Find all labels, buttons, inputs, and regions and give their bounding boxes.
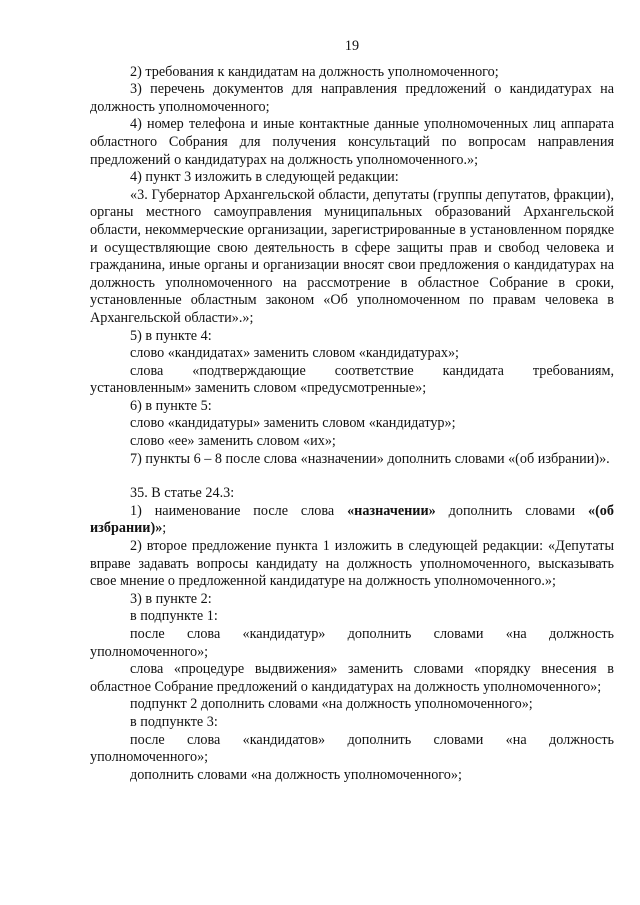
paragraph: после слова «кандидатов» дополнить словами «на должность уполномоченного»;	[90, 731, 614, 766]
paragraph: в подпункте 3:	[130, 713, 218, 730]
paragraph: после слова «кандидатур» дополнить словами «на должность уполномоченного»;	[90, 626, 614, 660]
paragraph: слово «кандидатах» заменить словом «кандидатурах»;	[130, 345, 459, 362]
paragraph: 5) в пункте 4:	[130, 327, 212, 344]
text-run: 1) наименование после слова	[130, 502, 348, 519]
paragraph: 2) требования к кандидатам на должность уполномоченного;	[130, 63, 499, 80]
paragraph: слова «процедуре выдвижения» заменить словами «порядку внесения в областное Собрание предложений о кандидатурах на должность уполномоченного»;	[90, 661, 614, 695]
paragraph: 7) пункты 6 – 8 после слова «назначении» дополнить словами «(об избрании)».	[130, 450, 610, 467]
document-page	[90, 38, 614, 784]
paragraph	[90, 503, 614, 538]
paragraph: 3) перечень документов для направления предложений о кандидатурах на должность уполномоченного;	[90, 81, 614, 115]
paragraph: слово «кандидатуры» заменить словом «кандидатур»;	[130, 415, 456, 432]
paragraph: «3. Губернатор Архангельской области, депутаты (группы депутатов, фракции), органы местного самоуправления муниципальных образований Архангельской области, некоммерческие организации, зарегистрированные в установленном порядке и осуществляющие свою деятельность в сфере защиты прав и свобод человека и гражданина, иные органы и организации вносят свои предложения о кандидатурах на должность уполномоченного на рассмотрение в областное Собрание в сроки, установленные областным законом «Об уполномоченном по правам человека в Архангельской области».»;	[90, 186, 614, 326]
paragraph: дополнить словами «на должность уполномоченного»;	[130, 766, 462, 783]
page-number: 19	[344, 38, 360, 54]
text-run: ;	[162, 520, 167, 537]
paragraph: подпункт 2 дополнить словами «на должность уполномоченного»;	[130, 696, 533, 713]
paragraph: в подпункте 1:	[130, 608, 218, 625]
paragraph: 4) пункт 3 изложить в следующей редакции:	[130, 169, 399, 186]
paragraph: слово «ее» заменить словом «их»;	[130, 433, 336, 450]
bold-text-run: «(об избрании)»	[90, 502, 614, 537]
paragraph: слова «подтверждающие соответствие кандидата требованиям, установленным» заменить словом «предусмотренные»;	[90, 362, 614, 397]
paragraph: 4) номер телефона и иные контактные данные уполномоченных лиц аппарата областного Собрания для получения консультаций по вопросам направления предложений о кандидатурах на должность уполномоченного.»;	[90, 116, 614, 168]
paragraph: 6) в пункте 5:	[130, 397, 212, 414]
bold-text-run: «назначении»	[347, 502, 436, 519]
section-gap	[90, 468, 614, 485]
paragraph: 3) в пункте 2:	[130, 590, 212, 607]
section-heading: 35. В статье 24.3:	[130, 485, 235, 502]
paragraph: 2) второе предложение пункта 1 изложить в следующей редакции: «Депутаты вправе задавать вопросы кандидату на должность уполномоченного, высказывать свое мнение о предложенной кандидатуре на должность уполномоченного.»;	[90, 538, 614, 590]
text-run: дополнить словами	[435, 502, 588, 519]
